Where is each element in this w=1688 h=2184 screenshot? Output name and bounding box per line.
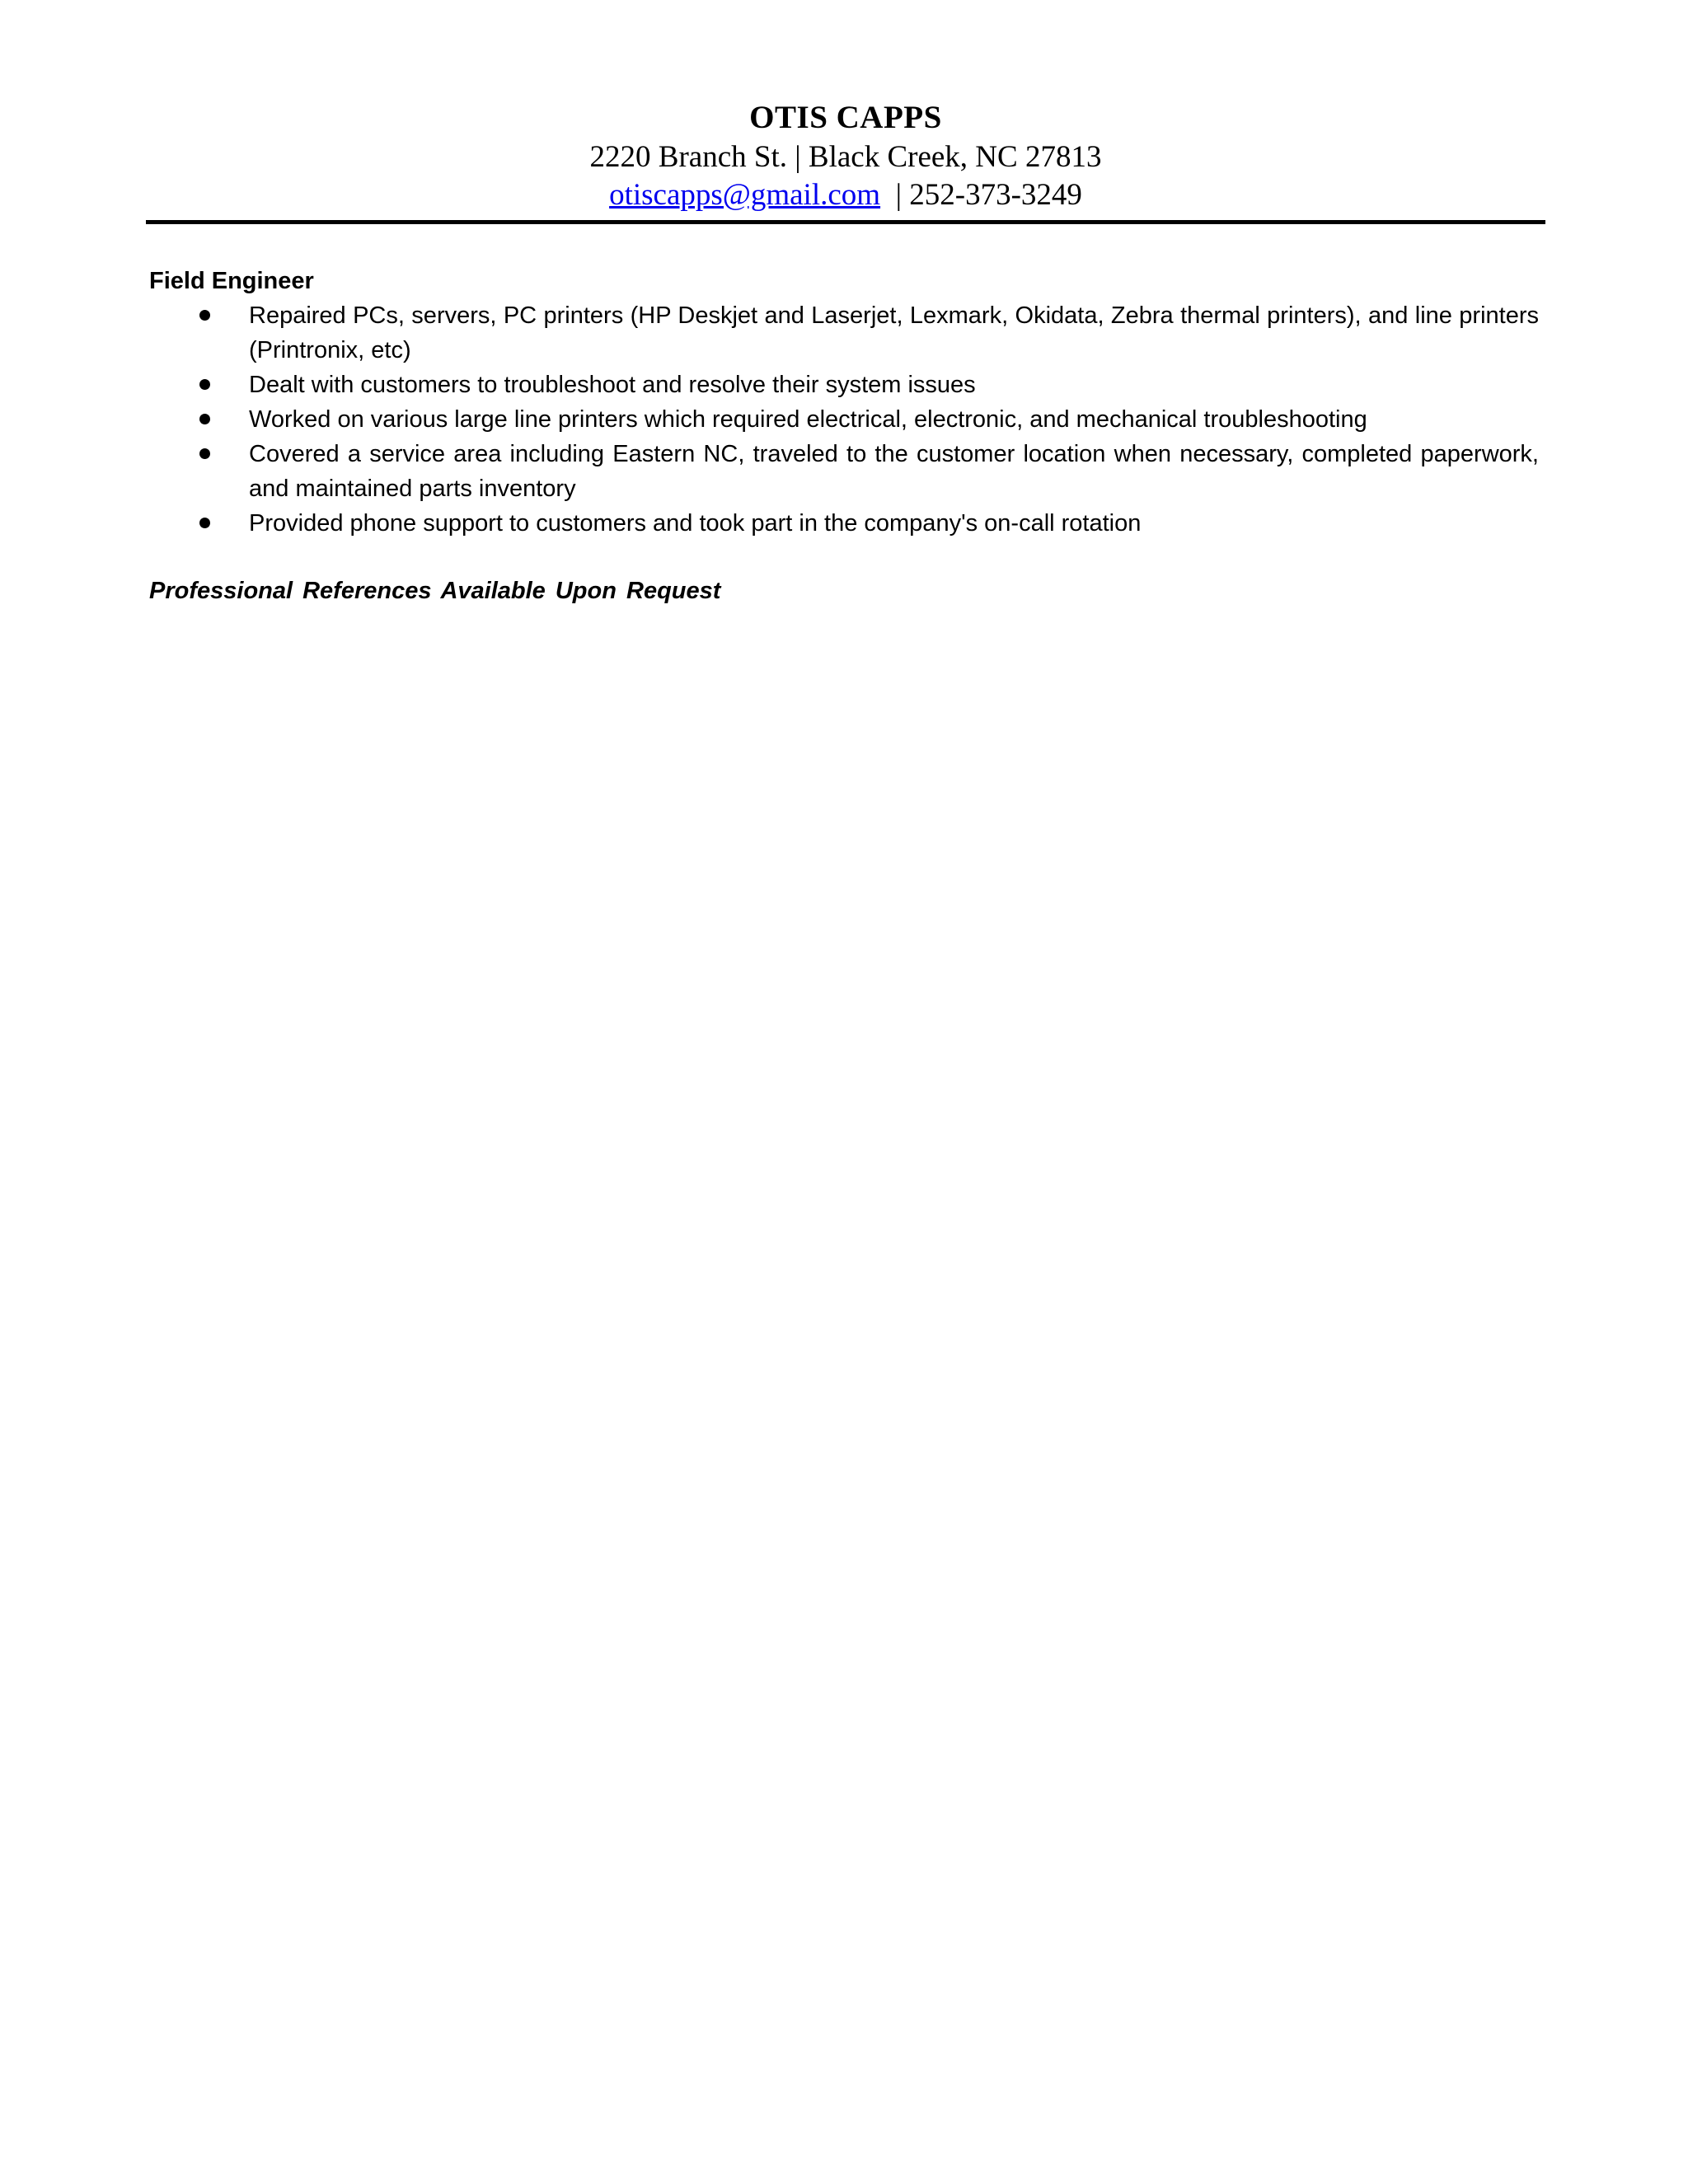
candidate-name: OTIS CAPPS bbox=[749, 100, 942, 135]
contact-separator: | bbox=[880, 178, 910, 212]
list-item bbox=[149, 368, 1539, 402]
list-item-text: Provided phone support to customers and took part in the company's on-call rotation bbox=[249, 510, 1142, 537]
bullet-icon bbox=[199, 310, 210, 321]
resume-header bbox=[147, 97, 1545, 214]
references-note: Professional References Available Upon Request bbox=[149, 578, 721, 604]
bullet-icon bbox=[199, 414, 210, 424]
experience-section bbox=[149, 264, 1539, 608]
duties-list bbox=[149, 298, 1539, 541]
bullet-icon bbox=[199, 448, 210, 459]
header-divider bbox=[146, 220, 1545, 224]
bullet-icon bbox=[199, 518, 210, 528]
list-item bbox=[149, 402, 1539, 437]
candidate-address: 2220 Branch St. | Black Creek, NC 27813 bbox=[589, 140, 1102, 174]
list-item bbox=[149, 506, 1539, 541]
list-item-text: Repaired PCs, servers, PC printers (HP Deskjet and Laserjet, Lexmark, Okidata, Zebra thermal printers), and line printers (Printronix, etc) bbox=[249, 302, 1539, 363]
list-item bbox=[149, 298, 1539, 368]
list-item-text: Dealt with customers to troubleshoot and resolve their system issues bbox=[249, 372, 976, 398]
contact-line bbox=[147, 176, 1545, 214]
list-item-text: Worked on various large line printers which required electrical, electronic, and mechanical troubleshooting bbox=[249, 406, 1367, 433]
list-item-text: Covered a service area including Eastern NC, traveled to the customer location when necessary, completed paperwork, and maintained parts inventory bbox=[249, 441, 1539, 502]
phone-number: 252-373-3249 bbox=[909, 178, 1082, 212]
email-link[interactable]: otiscapps@gmail.com bbox=[609, 178, 881, 212]
job-title: Field Engineer bbox=[149, 268, 314, 294]
list-item bbox=[149, 437, 1539, 506]
bullet-icon bbox=[199, 379, 210, 390]
